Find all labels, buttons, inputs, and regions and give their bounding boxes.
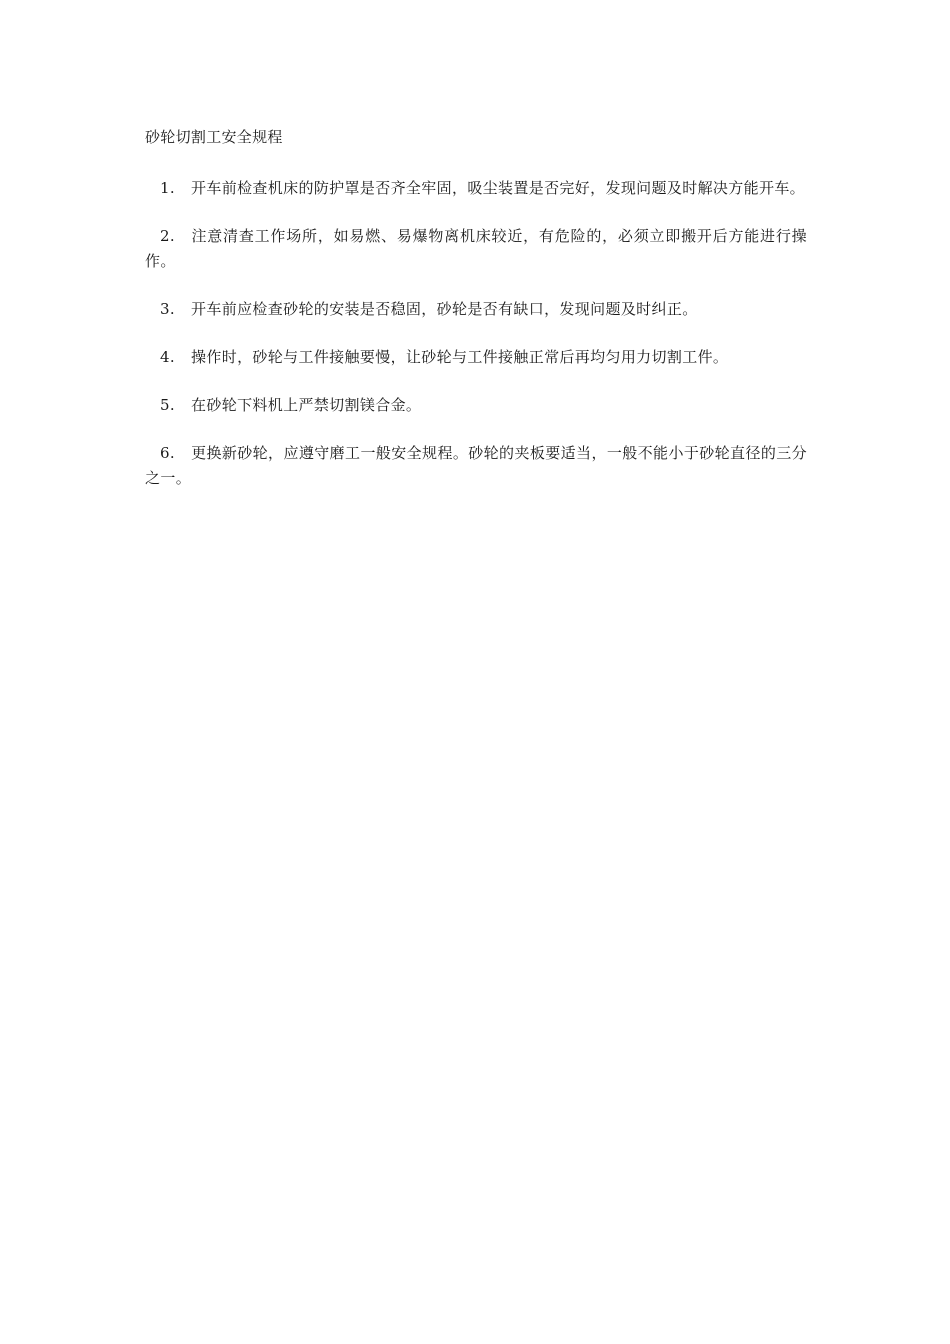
rule-number: 2. — [160, 227, 176, 245]
rule-number: 3. — [160, 300, 176, 318]
rule-text: 开车前应检查砂轮的安装是否稳固，砂轮是否有缺口，发现问题及时纠正。 — [191, 300, 698, 318]
rule-number: 6. — [160, 444, 176, 462]
rule-item-1 — [145, 176, 807, 201]
rule-number: 1. — [160, 179, 176, 197]
rule-number: 4. — [160, 348, 176, 366]
document-title: 砂轮切割工安全规程 — [145, 128, 283, 146]
rule-item-2 — [145, 224, 807, 274]
rule-text: 开车前检查机床的防护罩是否齐全牢固，吸尘装置是否完好，发现问题及时解决方能开车。 — [191, 179, 806, 197]
rule-item-3 — [145, 297, 807, 322]
rule-number: 5. — [160, 396, 176, 414]
rule-item-4 — [145, 345, 807, 370]
rules-list — [145, 176, 807, 514]
rule-text: 注意清查工作场所，如易燃、易爆物离机床较近，有危险的，必须立即搬开后方能进行操作。 — [145, 227, 807, 270]
rule-item-6 — [145, 441, 807, 491]
rule-item-5 — [145, 393, 807, 418]
rule-text: 更换新砂轮，应遵守磨工一般安全规程。砂轮的夹板要适当，一般不能小于砂轮直径的三分之一。 — [145, 444, 807, 487]
rule-text: 操作时，砂轮与工件接触要慢，让砂轮与工件接触正常后再均匀用力切割工件。 — [191, 348, 729, 366]
rule-text: 在砂轮下料机上严禁切割镁合金。 — [191, 396, 422, 414]
